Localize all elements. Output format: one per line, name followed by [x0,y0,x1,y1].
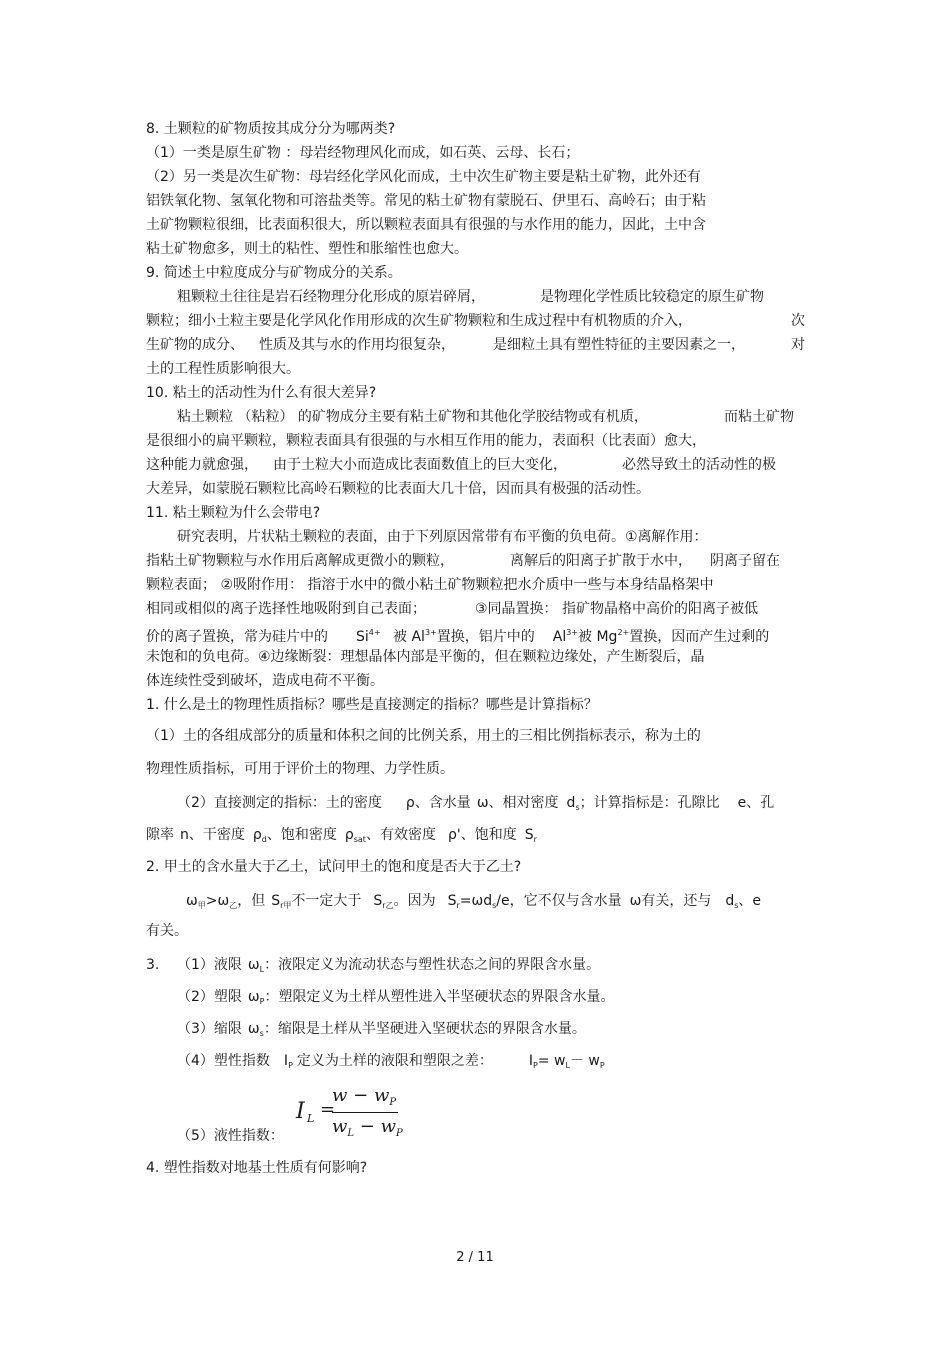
answer-9-line-3d: 对 [791,337,805,353]
answer-9-line-2b: 次 [791,313,805,329]
question-8: 8. 土颗粒的矿物质按其成分分为哪两类? [146,121,396,137]
answer-9-line-3c: 是细粒土具有塑性特征的主要因素之一， [493,337,745,353]
answer-11-line-2c: 阴离子留在 [710,553,780,569]
text-run: 、e [738,893,762,909]
symbol-omega: ω [186,893,198,909]
formula-text: － w [569,1053,600,1069]
page-number: 2 / 11 [456,1250,494,1265]
text-run: （2）塑限 [177,989,242,1005]
subscript: r乙 [382,901,394,910]
text-run: 、孔 [746,795,775,811]
text-run: ；计算指标是：孔隙比 [579,795,720,811]
text-run: 价的离子置换，常为硅片中的 [146,629,328,645]
subscript: L [259,965,265,974]
answer-8-line-4: 土矿物颗粒很细，比表面积很大，所以颗粒表面具有很强的与水作用的能力，因此，土中含 [146,217,706,233]
subscript: s [259,1029,264,1038]
text-run: 不一定大于 [291,893,362,909]
answer-9-line-1b: 是物理化学性质比较稳定的原生矿物 [540,289,764,305]
symbol-s: S [524,827,534,843]
text-run: 、含水量 [414,795,471,811]
text-run: （3）缩限 [177,1021,242,1037]
answer-11-line-2a: 指粘土矿物颗粒与水作用后离解成更微小的颗粒， [146,553,454,569]
answer-3-line-5: （5）液性指数： [177,1128,284,1144]
symbol-rho: ρ [252,827,262,843]
answer-8-line-1: （1）一类是原生矿物 ：母岩经物理风化而成，如石英、云母、长石； [146,145,580,161]
text-run: 、干密度 [188,827,245,843]
answer-10-line-1b: 而粘土矿物 [724,409,794,425]
answer-3-line-3 [177,1020,586,1043]
symbol-s: S [271,893,281,909]
subscript: 甲 [197,901,206,910]
fraction-bar [332,1112,398,1113]
charge-sup: 4+ [368,628,381,637]
answer-11-line-4a: 相同或相似的离子选择性地吸附到自己表面； [146,601,426,617]
answer-1-line-4 [146,826,537,849]
subscript: r [533,835,537,844]
question-4: 4. 塑性指数对地基土性质有何影响? [146,1160,368,1176]
charge-sup: 3+ [566,628,579,637]
answer-1-line-1: （1）土的各组成部分的质量和体积之间的比例关系，用土的三相比例指标表示，称为土的 [146,728,701,744]
answer-9-line-4: 土的工程性质影响很大。 [146,361,300,377]
answer-9-line-2a: 颗粒；细小土粒主要是化学风化作用形成的次生矿物颗粒和生成过程中有机物质的介入， [146,313,692,329]
liquidity-index-formula: I L = $w - w_P$ $w_L - w_P$ [296,1085,403,1139]
text-run: 定义为土样的液限和塑限之差： [296,1053,493,1069]
answer-1-line-2: 物理性质指标，可用于评价土的物理、力学性质。 [146,761,454,777]
numerator-subscript: P [389,1097,397,1108]
subscript: L [565,1061,570,1070]
subscript: sat [353,835,366,844]
formula-denominator [332,1116,403,1139]
text-run: ，它不仅与含水量 [509,893,622,909]
answer-11-line-5 [146,624,769,646]
answer-10-line-3a: 这种能力就愈强， [146,457,258,473]
answer-2-line-1 [186,892,761,915]
answer-8-line-3: 铝铁氧化物、氢氧化物和可溶盐类等。常见的粘土矿物有蒙脱石、伊里石、高岭石；由于粘 [146,193,706,209]
numerator-w: w [332,1085,348,1106]
symbol-i: I [283,1053,289,1069]
question-2: 2. 甲土的含水量大于乙土，试问甲土的饱和度是否大于乙土? [146,859,522,875]
symbol-rho: ρ [405,795,415,811]
symbol-omega: ω [247,957,260,973]
charge-sup: 3+ [424,628,437,637]
ion-al: 被 Al [393,629,425,645]
subscript: r甲 [280,901,292,910]
symbol-d: d [725,893,735,909]
question-10: 10. 粘土的活动性为什么有很大差异? [146,385,377,401]
answer-1-line-3 [177,794,774,817]
text-run: （2）直接测定的指标：土的密度 [177,795,382,811]
ion-si: Si [356,629,369,645]
symbol-omega: ω [247,989,260,1005]
answer-9-line-3a: 生矿物的成分、 [146,337,244,353]
symbol-i: I [528,1053,534,1069]
denominator-operator: − [354,1116,381,1137]
subscript: s [492,901,497,910]
symbol-s: S [373,893,383,909]
question-11: 11. 粘土颗粒为什么会带电? [146,505,321,521]
text-run: 置换，因而产生过剩的 [629,629,770,645]
denominator-w: w [380,1116,397,1137]
symbol-rho-prime: ρ' [447,827,461,843]
answer-2-line-2: 有关。 [146,923,188,939]
symbol-e: e [737,795,747,811]
subscript: P [599,1061,605,1070]
text-run: 、饱和度 [460,827,517,843]
formula-text: /e [496,893,510,909]
text-run: ，但 [237,893,266,909]
answer-11-line-2b: 离解后的阳离子扩散于水中， [510,553,692,569]
answer-3-line-1 [177,956,600,979]
denominator-subscript: P [396,1128,403,1139]
symbol-omega: ω [247,1021,260,1037]
symbol-s: S [447,893,457,909]
text-run: ：液限定义为流动状态与塑性状态之间的界限含水量。 [264,957,601,973]
answer-10-line-3c: 必然导致土的活动性的极 [622,457,776,473]
charge-sup: 2+ [617,628,630,637]
denominator-w: w [332,1116,348,1137]
subscript: s [734,901,739,910]
answer-3-line-4 [177,1052,605,1075]
ion-al: Al [552,629,567,645]
subscript: P [288,1061,293,1070]
formula-lhs: I [296,1099,305,1124]
answer-10-line-3b: 由于土粒大小而造成比表面数值上的巨大变化， [273,457,567,473]
symbol-omega: ω [476,795,489,811]
symbol-omega: ω [629,893,642,909]
text-run: （4）塑性指数 [177,1053,270,1069]
symbol-d: d [566,795,576,811]
text-run: ：缩限是土样从半坚硬进入坚硬状态的界限含水量。 [263,1021,586,1037]
answer-9-line-1a: 粗颗粒土往往是岩石经物理分化形成的原岩碎屑， [177,289,485,305]
text-run: 有关，还与 [641,893,712,909]
answer-11-line-7: 体连续性受到破坏，造成电荷不平衡。 [146,673,384,689]
answer-10-line-4: 大差异，如蒙脱石颗粒比高岭石颗粒的比表面大几十倍，因而具有极强的活动性。 [146,481,650,497]
answer-8-line-5: 粘土矿物愈多，则土的粘性、塑性和胀缩性也愈大。 [146,241,468,257]
subscript: P [533,1061,538,1070]
symbol-rho: ρ [344,827,354,843]
symbol-omega: >ω [205,893,230,909]
subscript: P [259,997,265,1006]
text-run: 。因为 [393,893,436,909]
question-3-number: 3. [146,957,160,973]
answer-10-line-2: 是很细小的扁平颗粒，颗粒表面具有很强的与水相互作用的能力，表面积（比表面）愈大， [146,433,706,449]
answer-8-line-2: （2）另一类是次生矿物：母岩经化学风化而成，土中次生矿物主要是粘土矿物，此外还有 [146,169,701,185]
denominator-subscript: L [347,1128,355,1139]
ion-mg: 被 Mg [578,629,618,645]
subscript: d [261,835,267,844]
answer-3-line-2 [177,988,614,1011]
question-1: 1. 什么是土的物理性质指标？哪些是直接测定的指标？哪些是计算指标？ [146,697,598,713]
subscript: s [575,803,580,812]
formula-lhs-subscript: L [307,1112,315,1125]
text-run: 、相对密度 [488,795,559,811]
answer-11-line-4b: ③同晶置换： 指矿物晶格中高价的阳离子被低 [475,601,758,617]
text-run: 置换，铝片中的 [436,629,535,645]
text-run: 、有效密度 [365,827,436,843]
text-run: 、饱和密度 [266,827,337,843]
text-run: （1）液限 [177,957,242,973]
answer-9-line-3b: 性质及其与水的作用均很复杂， [259,337,455,353]
formula-numerator [332,1085,396,1108]
symbol-n: n [180,827,189,843]
numerator-w: w [373,1085,390,1106]
answer-11-line-6: 未饱和的负电荷。④边缘断裂：理想晶体内部是平衡的，但在颗粒边缘处，产生断裂后，晶 [146,649,705,665]
numerator-operator: − [347,1085,374,1106]
subscript: r [456,901,460,910]
subscript: 乙 [229,901,238,910]
formula-text: = w [537,1053,566,1069]
answer-10-line-1a: 粘土颗粒 （粘粒） 的矿物成分主要有粘土矿物和其他化学胶结物或有机质， [177,409,648,425]
formula-text: =ωd [459,893,493,909]
text-run: 隙率 [146,827,174,843]
question-9: 9. 简述土中粒度成分与矿物成分的关系。 [146,265,402,281]
text-run: ：塑限定义为土样从塑性进入半坚硬状态的界限含水量。 [264,989,615,1005]
answer-11-line-3: 颗粒表面； ②吸附作用： 指溶于水中的微小粘土矿物颗粒把水介质中一些与本身结晶格架中 [146,577,714,593]
answer-11-line-1: 研究表明，片状粘土颗粒的表面，由于下列原因常带有布平衡的负电荷。①离解作用： [177,529,708,545]
